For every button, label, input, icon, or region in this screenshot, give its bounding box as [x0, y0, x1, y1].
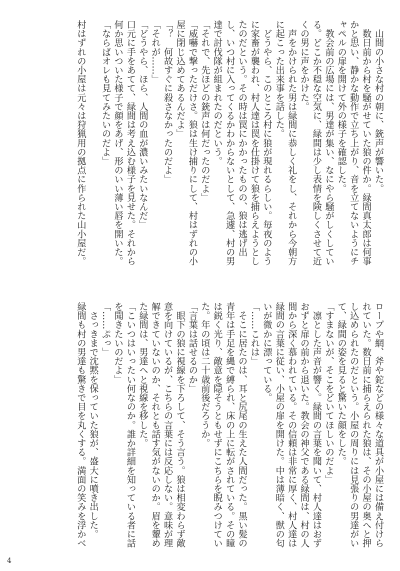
narrative-paragraph: 山間の小さな村の朝に、銃声が響いた。 — [373, 20, 383, 193]
dialogue-line: 「……ぷっ」 — [100, 302, 111, 357]
narrative-paragraph: 緑間も村の男達も驚きで目を丸くする。満面の笑みを浮かべ — [75, 302, 86, 548]
dialogue-line: 「威嚇で撃っただけさ。狼は生け捕りにして、村はずれの小屋に閉じ込めてあるんだよ」 — [174, 20, 197, 266]
dialogue-line: 「言葉は話せるのか」 — [186, 302, 197, 393]
lower-text-block — [62, 302, 384, 550]
narrative-paragraph: 数日前から村を騒がせていた狼の件か。緑間真太郎は何事かと思い、静かな動作で立ち上がり、音を立てないようにチャペルの扉を開けて外の様子を確認した。 — [335, 20, 371, 266]
dialogue-line: 「どうやら、ほら、人間の血が濃いみたいなんだ」 — [137, 20, 148, 230]
dialogue-line: 「それが……」 — [149, 20, 160, 84]
dialogue-line: 「？ 何故すぐに殺さなかったのだよ」 — [162, 20, 173, 184]
narrative-paragraph: 教会前の広場には、男達が集い、なにやら騒がしくしている。どこか不穏な空気に、緑間は少し表情を険しくさせて近くの男に声をかけた。 — [298, 20, 334, 266]
narrative-paragraph: 眼下の狼に視線を下ろして、そう言う。狼は相変わらず敵意を向けているが、こちらの言葉には反応しない。意味が理解できていないのか、それとも話す気がないのか。眉を顰めた緑間は、男達へと視線を移した。 — [137, 302, 185, 548]
dialogue-line: 「こいつはいったい何なのか。誰か詳細を知っている者に話を聞きたいのだよ」 — [112, 302, 135, 548]
narrative-paragraph: そこに居たのは、耳と尻尾の生えた人間だった。黒い髪の青年は手足を縄で縛られ、床の上に転がされている。その瞳は鋭く光り、敵意を隠そうともせずにこちらを睨みつけていた。年の頃は二十歳前後だろうか。 — [199, 302, 247, 548]
narrative-paragraph: どうやら、このところ村に狼が現れるらしい。毎夜のように家畜が襲われ、村人達は罠を仕掛けて狼を捕らえようとしたのだという。その時は罠にかかったものの、狼は逃げ出し、いつ村に入ってくるかわからないとして、急遽、村の男達で討伐隊が組まれたのだという。 — [211, 20, 272, 266]
narrative-paragraph: 口元に手をあてて、緑間は考え込む様子を見せた。それから何か思いついた様子で顔をあげ、形のいい薄い唇を開いた。 — [112, 20, 135, 266]
page-number: 4 — [7, 557, 12, 565]
dialogue-line: 「すまないが、そこをどいてほしいのだよ」 — [323, 302, 334, 484]
dialogue-line: 「それで、先ほどの銃声は何だったのだよ」 — [199, 20, 210, 202]
narrative-paragraph: ロープや網、斧や鉈などの様々な道具が小屋には備え付けられていた。数日前に捕らえられた狼は、その小屋の奥へと押し込められたのだという。小屋の周りには見張りの男達がいて、緑間の姿を見ると驚いた顔をした。 — [335, 302, 383, 548]
narrative-paragraph: 声をかけられた男は緑間に恭しく礼をし、それから今朝方に起こった出来事を話した。 — [273, 20, 297, 266]
dialogue-line: 「……これは」 — [248, 302, 259, 366]
narrative-paragraph: 凛とした声音が響く。緑間の言葉を聞いて、村人達はおずおずと扉の前から退いた。教会の神父である緑間は、村の人間から深く慕われている。その信頼は非常に厚く、村人達は緑間の言葉に従い、小屋の扉を開けた。中は薄暗く、獣の匂いが微かに漂っている。 — [261, 302, 321, 548]
upper-text-block — [62, 20, 384, 268]
dialogue-line: 「ならばオレも見てみたいのだよ」 — [100, 20, 111, 166]
narrative-paragraph: 村はずれの小屋は元々は狩猟用の拠点に作られた山小屋だ。 — [75, 20, 86, 266]
scene-break — [86, 20, 98, 268]
narrative-paragraph: さっきまで沈黙を保っていた狼が、盛大に噴き出した。 — [87, 302, 98, 539]
